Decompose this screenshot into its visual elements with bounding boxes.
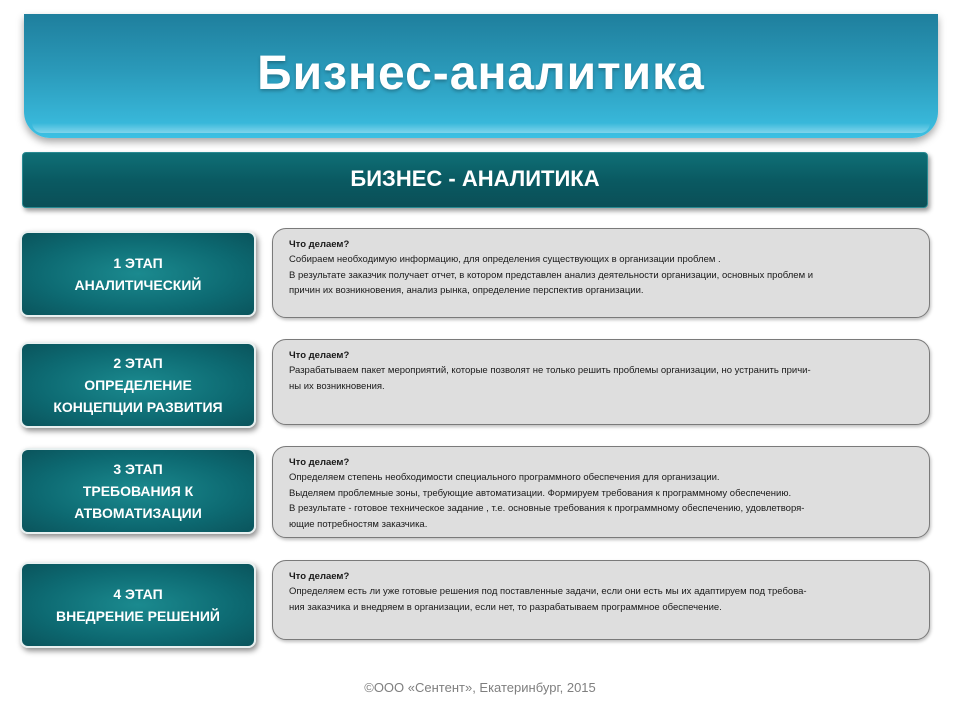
stage-4-box — [20, 562, 256, 648]
stage-1-title: АНАЛИТИЧЕСКИЙ — [74, 277, 202, 293]
stage-2-text-line: Разрабатываем пакет мероприятий, которые позволят не только решить проблемы организации, но устранить причи- — [289, 365, 811, 376]
stage-1-number: 1 ЭТАП — [113, 255, 163, 271]
stage-1-question: Что делаем? — [289, 239, 350, 250]
stage-2-title: КОНЦЕПЦИИ РАЗВИТИЯ — [53, 399, 223, 415]
stage-2-description — [272, 339, 930, 425]
stage-4-question: Что делаем? — [289, 571, 350, 582]
footer-copyright: ©ООО «Сентент», Екатеринбург, 2015 — [364, 680, 596, 695]
stage-4-number: 4 ЭТАП — [113, 586, 163, 602]
section-title: БИЗНЕС - АНАЛИТИКА — [350, 166, 600, 191]
stage-1-text-line: причин их возникновения, анализ рынка, определение перспектив организации. — [289, 285, 644, 296]
section-header-bar — [22, 152, 928, 208]
stage-3-text-line: ющие потребностям заказчика. — [289, 518, 428, 530]
stage-2-title: ОПРЕДЕЛЕНИЕ — [84, 377, 192, 393]
stage-2-box — [20, 342, 256, 428]
stage-3-title: ТРЕБОВАНИЯ К — [82, 483, 194, 499]
stage-3-text-line: В результате - готовое техническое задание , т.е. основные требования к программному обеспечению, удовлетворя- — [289, 503, 805, 514]
stage-4-title: ВНЕДРЕНИЕ РЕШЕНИЙ — [56, 608, 220, 624]
stage-3-text-line: Выделяем проблемные зоны, требующие автоматизации. Формируем требования к программному обеспечению. — [289, 487, 792, 499]
title-banner — [24, 14, 938, 138]
stage-4-text-line: Определяем есть ли уже готовые решения под поставленные задачи, если они есть мы их адаптируем под требова- — [289, 586, 807, 597]
stage-2-number: 2 ЭТАП — [113, 355, 163, 371]
stage-3-description — [272, 446, 930, 538]
stage-3-title: АТВОМАТИЗАЦИИ — [74, 505, 202, 521]
stage-1-box — [20, 231, 256, 317]
stage-2-text-line: ны их возникновения. — [289, 380, 385, 392]
stage-4-description — [272, 560, 930, 640]
stage-2-question: Что делаем? — [289, 350, 350, 361]
stage-3-question: Что делаем? — [289, 457, 350, 468]
stage-4-text-line: ния заказчика и внедряем в организации, если нет, то разрабатываем программное обеспечение. — [289, 601, 722, 613]
stage-1-text-line: Собираем необходимую информацию, для определения существующих в организации проблем . — [289, 254, 721, 265]
stage-1-text-line: В результате заказчик получает отчет, в котором представлен анализ деятельности организации, основных проблем и — [289, 269, 814, 281]
stage-3-text-line: Определяем степень необходимости специального программного обеспечения для организации. — [289, 472, 720, 483]
stage-3-box — [20, 448, 256, 534]
stage-3-number: 3 ЭТАП — [113, 461, 163, 477]
stage-1-description — [272, 228, 930, 318]
page-title: Бизнес-аналитика — [257, 47, 705, 100]
